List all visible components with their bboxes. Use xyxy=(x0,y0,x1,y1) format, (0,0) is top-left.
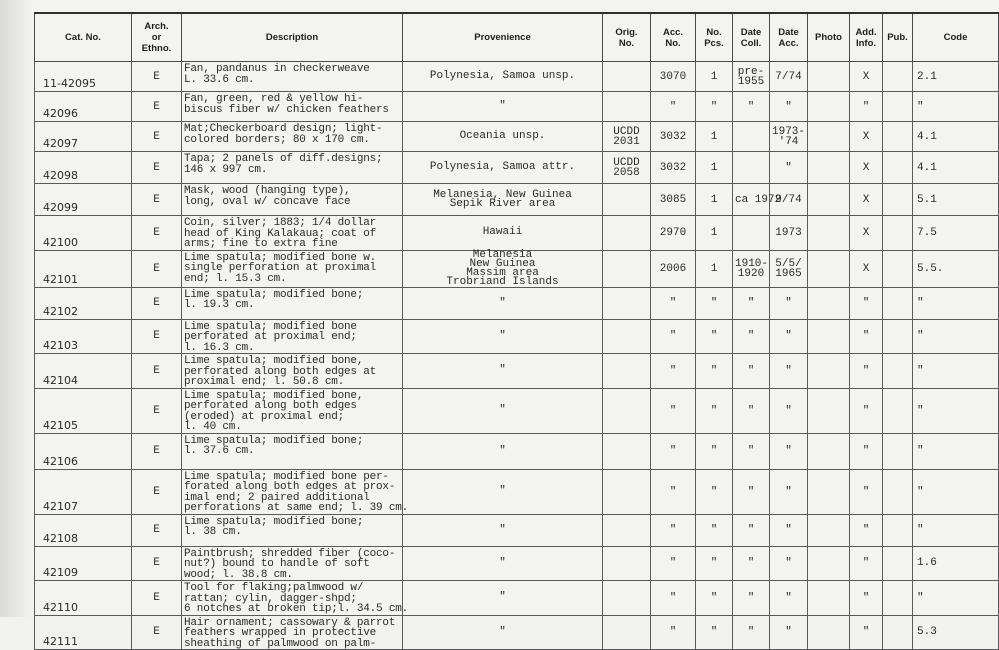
cell-date-coll: " xyxy=(733,546,770,581)
cell-pub xyxy=(883,581,913,616)
cell-no-pcs: " xyxy=(696,92,733,122)
header-cat-no: Cat. No. xyxy=(35,13,132,62)
cell-cat-no: 42108 xyxy=(35,514,132,546)
catalog-body xyxy=(35,62,999,650)
cell-add-info: " xyxy=(850,433,883,469)
cell-date-coll: " xyxy=(733,433,770,469)
cell-date-acc: " xyxy=(770,287,808,319)
cell-orig-no xyxy=(603,216,651,251)
cell-orig-no xyxy=(603,319,651,354)
cell-date-acc: " xyxy=(770,433,808,469)
cell-date-coll: " xyxy=(733,287,770,319)
cell-pub xyxy=(883,469,913,514)
cell-add-info: X xyxy=(850,62,883,92)
cell-cat-no: 42100 xyxy=(35,216,132,251)
cell-photo xyxy=(808,319,850,354)
cell-photo xyxy=(808,469,850,514)
cell-description: Lime spatula; modified bone; l. 38 cm. xyxy=(182,514,403,546)
cell-pub xyxy=(883,546,913,581)
cell-pub xyxy=(883,62,913,92)
cell-arch-or-ethno: E xyxy=(132,354,182,389)
header-orig-no: Orig. No. xyxy=(603,13,651,62)
cell-arch-or-ethno: E xyxy=(132,469,182,514)
cell-provenience: Polynesia, Samoa unsp. xyxy=(403,62,603,92)
cell-cat-no: 42098 xyxy=(35,152,132,184)
catalog-row xyxy=(35,122,999,152)
cell-orig-no xyxy=(603,184,651,216)
cell-cat-no: 11-42095 xyxy=(35,62,132,92)
cell-provenience: Hawaii xyxy=(403,216,603,251)
cell-orig-no xyxy=(603,62,651,92)
cell-cat-no: 42107 xyxy=(35,469,132,514)
catalog-row xyxy=(35,92,999,122)
cell-date-acc: " xyxy=(770,615,808,650)
cell-provenience: " xyxy=(403,433,603,469)
cell-date-coll xyxy=(733,122,770,152)
cell-no-pcs: " xyxy=(696,319,733,354)
cell-cat-no: 42102 xyxy=(35,287,132,319)
cell-pub xyxy=(883,216,913,251)
cell-date-acc: " xyxy=(770,581,808,616)
cell-provenience: Melanesia New Guinea Massim area Trobriand Islands xyxy=(403,250,603,287)
cell-pub xyxy=(883,615,913,650)
cell-cat-no: 42097 xyxy=(35,122,132,152)
cell-date-acc: 5/5/ 1965 xyxy=(770,250,808,287)
cell-provenience: Melanesia, New Guinea Sepik River area xyxy=(403,184,603,216)
cell-provenience: " xyxy=(403,319,603,354)
cell-add-info: " xyxy=(850,388,883,433)
cell-acc-no: 2006 xyxy=(651,250,696,287)
cell-date-acc: 1973- '74 xyxy=(770,122,808,152)
cell-provenience: " xyxy=(403,287,603,319)
catalog-row xyxy=(35,287,999,319)
cell-date-acc: " xyxy=(770,469,808,514)
cell-add-info: X xyxy=(850,122,883,152)
cell-add-info: " xyxy=(850,469,883,514)
cell-photo xyxy=(808,546,850,581)
cell-photo xyxy=(808,615,850,650)
cell-description: Lime spatula; modified bone, perforated along both edges at proximal end; l. 50.8 cm. xyxy=(182,354,403,389)
cell-code: 7.5 xyxy=(913,216,999,251)
cell-code: " xyxy=(913,433,999,469)
cell-date-acc: " xyxy=(770,546,808,581)
cell-no-pcs: 1 xyxy=(696,216,733,251)
cell-acc-no: " xyxy=(651,319,696,354)
cell-pub xyxy=(883,250,913,287)
cell-no-pcs: 1 xyxy=(696,184,733,216)
cell-pub xyxy=(883,184,913,216)
cell-description: Lime spatula; modified bone; l. 19.3 cm. xyxy=(182,287,403,319)
cell-no-pcs: " xyxy=(696,433,733,469)
header-acc-no: Acc. No. xyxy=(651,13,696,62)
catalog-row xyxy=(35,469,999,514)
cell-code: 5.3 xyxy=(913,615,999,650)
cell-add-info: " xyxy=(850,546,883,581)
cell-pub xyxy=(883,514,913,546)
cell-provenience: " xyxy=(403,354,603,389)
cell-date-acc: " xyxy=(770,92,808,122)
cell-acc-no: " xyxy=(651,433,696,469)
cell-acc-no: " xyxy=(651,546,696,581)
catalog-row xyxy=(35,62,999,92)
cell-description: Mat;Checkerboard design; light- colored borders; 80 x 170 cm. xyxy=(182,122,403,152)
cell-date-acc: " xyxy=(770,152,808,184)
cell-acc-no: " xyxy=(651,469,696,514)
cell-arch-or-ethno: E xyxy=(132,319,182,354)
cell-add-info: " xyxy=(850,615,883,650)
cell-description: Lime spatula; modified bone, perforated along both edges (eroded) at proximal end; l. 40 cm. xyxy=(182,388,403,433)
catalog-table xyxy=(34,12,999,650)
cell-arch-or-ethno: E xyxy=(132,287,182,319)
cell-code: " xyxy=(913,319,999,354)
cell-date-coll: pre- 1955 xyxy=(733,62,770,92)
cell-acc-no: " xyxy=(651,581,696,616)
cell-arch-or-ethno: E xyxy=(132,62,182,92)
cell-description: Mask, wood (hanging type), long, oval w/ concave face xyxy=(182,184,403,216)
cell-description: Paintbrush; shredded fiber (coco- nut?) bound to handle of soft wood; l. 38.8 cm. xyxy=(182,546,403,581)
cell-cat-no: 42109 xyxy=(35,546,132,581)
cell-photo xyxy=(808,388,850,433)
catalog-row xyxy=(35,388,999,433)
cell-code: 4.1 xyxy=(913,152,999,184)
cell-no-pcs: " xyxy=(696,469,733,514)
cell-date-coll: " xyxy=(733,92,770,122)
catalog-row xyxy=(35,354,999,389)
cell-provenience: " xyxy=(403,469,603,514)
cell-provenience: Polynesia, Samoa attr. xyxy=(403,152,603,184)
cell-provenience: " xyxy=(403,514,603,546)
header-date-coll: Date Coll. xyxy=(733,13,770,62)
cell-provenience: " xyxy=(403,581,603,616)
cell-date-acc: " xyxy=(770,319,808,354)
cell-photo xyxy=(808,122,850,152)
cell-pub xyxy=(883,354,913,389)
cell-arch-or-ethno: E xyxy=(132,122,182,152)
cell-code: 4.1 xyxy=(913,122,999,152)
cell-no-pcs: " xyxy=(696,546,733,581)
cell-cat-no: 42099 xyxy=(35,184,132,216)
cell-add-info: X xyxy=(850,250,883,287)
cell-cat-no: 42103 xyxy=(35,319,132,354)
cell-cat-no: 42101 xyxy=(35,250,132,287)
header-provenience: Provenience xyxy=(403,13,603,62)
cell-orig-no xyxy=(603,287,651,319)
cell-code: 2.1 xyxy=(913,62,999,92)
cell-acc-no: 3032 xyxy=(651,122,696,152)
cell-provenience: " xyxy=(403,388,603,433)
cell-description: Lime spatula; modified bone; l. 37.6 cm. xyxy=(182,433,403,469)
cell-description: Coin, silver; 1883; 1/4 dollar head of King Kalakaua; coat of arms; fine to extra fine xyxy=(182,216,403,251)
cell-code: 5.1 xyxy=(913,184,999,216)
cell-date-coll xyxy=(733,152,770,184)
header-photo: Photo xyxy=(808,13,850,62)
cell-add-info: " xyxy=(850,92,883,122)
cell-add-info: " xyxy=(850,354,883,389)
cell-no-pcs: 1 xyxy=(696,152,733,184)
cell-date-acc: " xyxy=(770,354,808,389)
cell-orig-no xyxy=(603,469,651,514)
cell-code: " xyxy=(913,354,999,389)
cell-orig-no xyxy=(603,514,651,546)
header-arch-or-ethno: Arch. or Ethno. xyxy=(132,13,182,62)
cell-photo xyxy=(808,92,850,122)
cell-acc-no: " xyxy=(651,615,696,650)
cell-code: 1.6 xyxy=(913,546,999,581)
cell-add-info: " xyxy=(850,581,883,616)
cell-pub xyxy=(883,152,913,184)
cell-date-acc: " xyxy=(770,514,808,546)
header-code: Code xyxy=(913,13,999,62)
cell-date-coll: " xyxy=(733,354,770,389)
cell-add-info: " xyxy=(850,514,883,546)
cell-add-info: X xyxy=(850,152,883,184)
cell-code: 5.5. xyxy=(913,250,999,287)
cell-cat-no: 42105 xyxy=(35,388,132,433)
cell-pub xyxy=(883,92,913,122)
cell-pub xyxy=(883,122,913,152)
cell-no-pcs: 1 xyxy=(696,250,733,287)
cell-date-coll: " xyxy=(733,388,770,433)
catalog-row xyxy=(35,250,999,287)
cell-pub xyxy=(883,287,913,319)
cell-provenience: " xyxy=(403,546,603,581)
cell-acc-no: 3070 xyxy=(651,62,696,92)
cell-date-acc: 7/74 xyxy=(770,62,808,92)
cell-add-info: X xyxy=(850,216,883,251)
cell-arch-or-ethno: E xyxy=(132,250,182,287)
cell-photo xyxy=(808,433,850,469)
cell-acc-no: " xyxy=(651,354,696,389)
cell-no-pcs: 1 xyxy=(696,122,733,152)
header-pub: Pub. xyxy=(883,13,913,62)
cell-photo xyxy=(808,216,850,251)
page-edge-shadow xyxy=(0,0,34,617)
cell-description: Lime spatula; modified bone per- forated along both edges at prox- imal end; 2 paired additional perforations at same end; l. 39 cm. xyxy=(182,469,403,514)
header-no-pcs: No. Pcs. xyxy=(696,13,733,62)
cell-code: " xyxy=(913,469,999,514)
cell-description: Tool for flaking;palmwood w/ rattan; cylin, dagger-shpd; 6 notches at broken tip;l. 34.5 cm. xyxy=(182,581,403,616)
cell-photo xyxy=(808,184,850,216)
cell-orig-no: UCDD 2058 xyxy=(603,152,651,184)
header-row xyxy=(35,13,999,62)
cell-no-pcs: " xyxy=(696,388,733,433)
cell-date-coll: ca 1972 xyxy=(733,184,770,216)
catalog-row xyxy=(35,216,999,251)
catalog-row xyxy=(35,514,999,546)
cell-arch-or-ethno: E xyxy=(132,184,182,216)
cell-arch-or-ethno: E xyxy=(132,433,182,469)
cell-orig-no xyxy=(603,433,651,469)
cell-photo xyxy=(808,250,850,287)
cell-no-pcs: " xyxy=(696,354,733,389)
header-date-acc: Date Acc. xyxy=(770,13,808,62)
cell-add-info: " xyxy=(850,287,883,319)
cell-code: " xyxy=(913,514,999,546)
cell-orig-no xyxy=(603,354,651,389)
cell-acc-no: " xyxy=(651,514,696,546)
cell-pub xyxy=(883,388,913,433)
cell-date-coll: " xyxy=(733,581,770,616)
cell-cat-no: 42110 xyxy=(35,581,132,616)
cell-pub xyxy=(883,319,913,354)
cell-cat-no: 42111 xyxy=(35,615,132,650)
cell-no-pcs: " xyxy=(696,581,733,616)
cell-description: Lime spatula; modified bone perforated at proximal end; l. 16.3 cm. xyxy=(182,319,403,354)
cell-provenience: Oceania unsp. xyxy=(403,122,603,152)
cell-orig-no xyxy=(603,92,651,122)
cell-arch-or-ethno: E xyxy=(132,546,182,581)
cell-arch-or-ethno: E xyxy=(132,615,182,650)
cell-photo xyxy=(808,152,850,184)
catalog-row xyxy=(35,615,999,650)
cell-arch-or-ethno: E xyxy=(132,92,182,122)
cell-acc-no: 3085 xyxy=(651,184,696,216)
catalog-row xyxy=(35,433,999,469)
cell-add-info: X xyxy=(850,184,883,216)
cell-arch-or-ethno: E xyxy=(132,581,182,616)
cell-orig-no xyxy=(603,388,651,433)
cell-date-coll: " xyxy=(733,319,770,354)
cell-date-acc: " xyxy=(770,388,808,433)
cell-photo xyxy=(808,287,850,319)
catalog-row xyxy=(35,152,999,184)
catalog-row xyxy=(35,319,999,354)
cell-arch-or-ethno: E xyxy=(132,216,182,251)
cell-code: " xyxy=(913,581,999,616)
cell-description: Lime spatula; modified bone w. single perforation at proximal end; l. 15.3 cm. xyxy=(182,250,403,287)
header-description: Description xyxy=(182,13,403,62)
cell-description: Fan, green, red & yellow hi- biscus fiber w/ chicken feathers xyxy=(182,92,403,122)
cell-acc-no: " xyxy=(651,388,696,433)
cell-no-pcs: " xyxy=(696,514,733,546)
cell-orig-no xyxy=(603,581,651,616)
cell-code: " xyxy=(913,287,999,319)
cell-photo xyxy=(808,581,850,616)
cell-orig-no: UCDD 2031 xyxy=(603,122,651,152)
cell-photo xyxy=(808,514,850,546)
cell-acc-no: " xyxy=(651,287,696,319)
catalog-row xyxy=(35,546,999,581)
cell-photo xyxy=(808,354,850,389)
cell-description: Tapa; 2 panels of diff.designs; 146 x 997 cm. xyxy=(182,152,403,184)
cell-arch-or-ethno: E xyxy=(132,388,182,433)
cell-no-pcs: 1 xyxy=(696,62,733,92)
cell-pub xyxy=(883,433,913,469)
cell-date-coll: " xyxy=(733,615,770,650)
cell-provenience: " xyxy=(403,615,603,650)
cell-acc-no: 3032 xyxy=(651,152,696,184)
cell-cat-no: 42106 xyxy=(35,433,132,469)
cell-add-info: " xyxy=(850,319,883,354)
cell-cat-no: 42096 xyxy=(35,92,132,122)
cell-description: Fan, pandanus in checkerweave L. 33.6 cm. xyxy=(182,62,403,92)
cell-description: Hair ornament; cassowary & parrot feathers wrapped in protective sheathing of palmwood on palm- xyxy=(182,615,403,650)
cell-arch-or-ethno: E xyxy=(132,514,182,546)
cell-cat-no: 42104 xyxy=(35,354,132,389)
cell-orig-no xyxy=(603,250,651,287)
catalog-row xyxy=(35,581,999,616)
cell-code: " xyxy=(913,388,999,433)
cell-orig-no xyxy=(603,615,651,650)
cell-date-acc: 9/74 xyxy=(770,184,808,216)
cell-date-coll: " xyxy=(733,469,770,514)
cell-date-coll xyxy=(733,216,770,251)
cell-date-coll: 1910- 1920 xyxy=(733,250,770,287)
cell-arch-or-ethno: E xyxy=(132,152,182,184)
cell-provenience: " xyxy=(403,92,603,122)
cell-acc-no: 2970 xyxy=(651,216,696,251)
cell-acc-no: " xyxy=(651,92,696,122)
catalog-row xyxy=(35,184,999,216)
cell-no-pcs: " xyxy=(696,287,733,319)
header-add-info: Add. Info. xyxy=(850,13,883,62)
cell-photo xyxy=(808,62,850,92)
cell-code: " xyxy=(913,92,999,122)
cell-date-coll: " xyxy=(733,514,770,546)
cell-orig-no xyxy=(603,546,651,581)
cell-no-pcs: " xyxy=(696,615,733,650)
cell-date-acc: 1973 xyxy=(770,216,808,251)
